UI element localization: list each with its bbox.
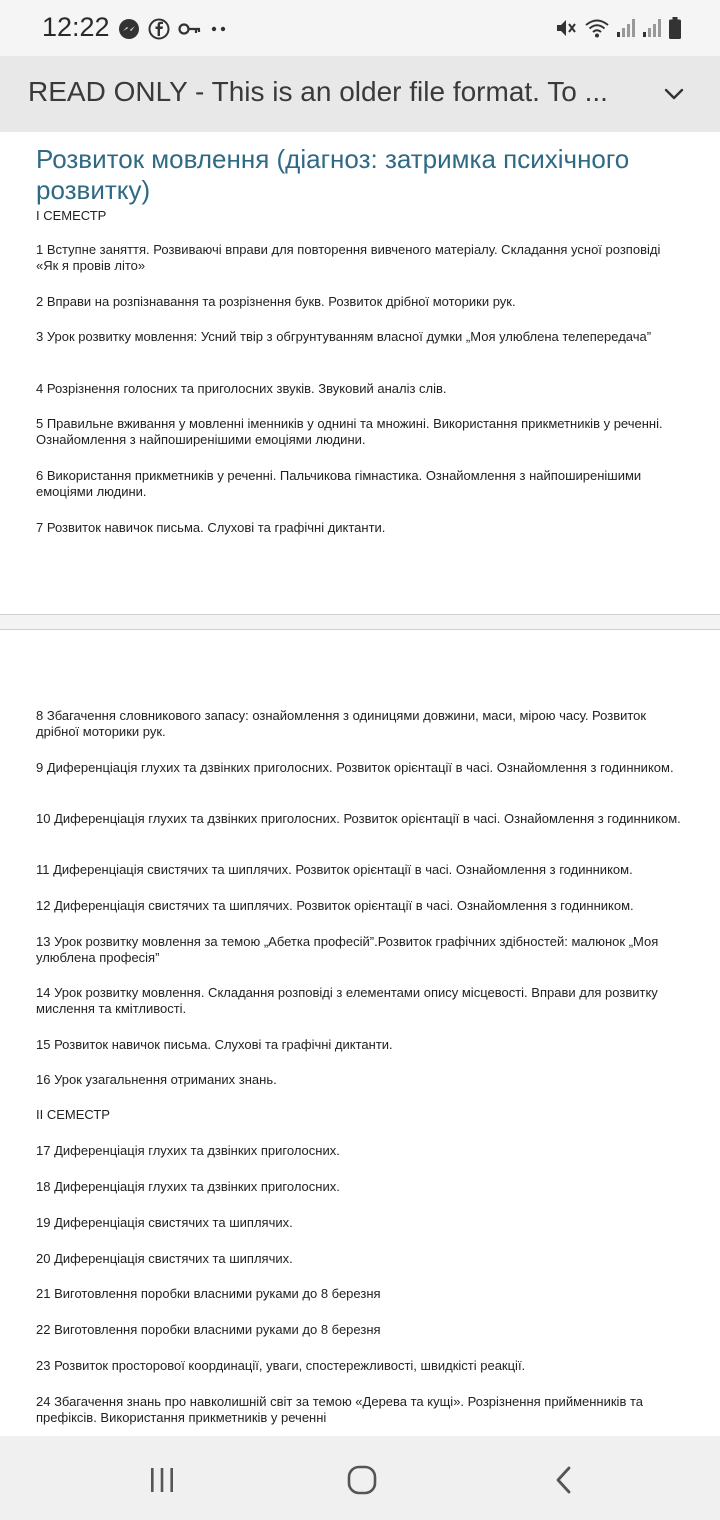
list-item: 2 Вправи на розпізнавання та розрізнення букв. Розвиток дрібної моторики рук. (36, 294, 516, 309)
list-item: 9 Диференціація глухих та дзвінких приголосних. Розвиток орієнтації в часі. Ознайомлення з годинником. (36, 760, 674, 775)
status-bar (0, 0, 720, 56)
back-icon[interactable] (546, 1462, 582, 1498)
list-item: 20 Диференціація свистячих та шиплячих. (36, 1251, 293, 1266)
list-item: 21 Виготовлення поробки власними руками до 8 березня (36, 1286, 381, 1301)
list-item: 17 Диференціація глухих та дзвінких приголосних. (36, 1143, 340, 1158)
list-item: 22 Виготовлення поробки власними руками до 8 березня (36, 1322, 381, 1337)
wifi-icon (584, 17, 610, 39)
list-item: 1 Вступне заняття. Розвиваючі вправи для повторення вивченого матеріалу. Складання усної розповіді «Як я провів літо» (36, 242, 661, 273)
status-icons-left (118, 16, 228, 42)
list-item: 11 Диференціація свистячих та шиплячих. Розвиток орієнтації в часі. Ознайомлення з годинником. (36, 862, 633, 877)
home-icon[interactable] (344, 1462, 380, 1498)
list-item: 12 Диференціація свистячих та шиплячих. Розвиток орієнтації в часі. Ознайомлення з годинником. (36, 898, 634, 913)
list-item: 10 Диференціація глухих та дзвінких приголосних. Розвиток орієнтації в часі. Ознайомлення з годинником. (36, 811, 681, 826)
list-item: 7 Розвиток навичок письма. Слухові та графічні диктанти. (36, 520, 386, 535)
signal-icon (616, 17, 636, 39)
list-item: 23 Розвиток просторової координації, уваги, спостережливості, швидкісті реакції. (36, 1358, 526, 1373)
list-item: 5 Правильне вживання у мовленні іменників у однині та множині. Використання прикметників у реченні. Ознайомлення з найпоширенішими емоціями людини. (36, 416, 663, 447)
list-item: 4 Розрізнення голосних та приголосних звуків. Звуковий аналіз слів. (36, 381, 447, 396)
read-only-banner[interactable] (0, 56, 720, 132)
key-icon (178, 21, 202, 37)
list-item: 24 Збагачення знань про навколишній світ за темою «Дерева та кущі». Розрізнення прийменників та префіксів. Використання прикметників у реченні (36, 1394, 644, 1425)
battery-icon (668, 16, 682, 40)
list-item: 8 Збагачення словникового запасу: ознайомлення з одиницями довжини, маси, мірою часу. Розвиток дрібної моторики рук. (36, 708, 647, 739)
facebook-icon (148, 18, 170, 40)
semester-1-heading: I СЕМЕСТР (36, 208, 107, 223)
status-time: 12:22 (42, 12, 110, 42)
document-view[interactable] (0, 132, 720, 1436)
more-dots-icon (210, 25, 228, 33)
list-item: 14 Урок розвитку мовлення. Складання розповіді з елементами опису місцевості. Вправи для розвитку мислення та кмітливості. (36, 985, 658, 1016)
list-item: 3 Урок розвитку мовлення: Усний твір з обгрунтуванням власної думки „Моя улюблена телепередача” (36, 329, 652, 344)
navigation-bar (0, 1436, 720, 1520)
list-item: 18 Диференціація глухих та дзвінких приголосних. (36, 1179, 340, 1194)
recent-apps-icon[interactable] (144, 1462, 180, 1498)
page-separator (0, 614, 720, 630)
list-item: 16 Урок узагальнення отриманих знань. (36, 1072, 277, 1087)
list-item: 19 Диференціація свистячих та шиплячих. (36, 1215, 293, 1230)
signal-icon (642, 17, 662, 39)
list-item: 6 Використання прикметників у реченні. Пальчикова гімнастика. Ознайомлення з найпоширенішими емоціями людини. (36, 468, 642, 499)
semester-2-heading: II СЕМЕСТР (36, 1107, 110, 1122)
status-icons-right (554, 14, 682, 42)
list-item: 13 Урок розвитку мовлення за темою „Абетка професій”.Розвиток графічних здібностей: малюнок „Моя улюблена професія” (36, 934, 659, 965)
read-only-banner-text: READ ONLY - This is an older file format. To ... (28, 76, 608, 107)
document-title: Розвиток мовлення (діагноз: затримка психічного розвитку) (36, 144, 630, 205)
mute-icon (554, 17, 578, 39)
chevron-down-icon[interactable] (662, 82, 686, 106)
list-item: 15 Розвиток навичок письма. Слухові та графічні диктанти. (36, 1037, 393, 1052)
messenger-icon (118, 18, 140, 40)
